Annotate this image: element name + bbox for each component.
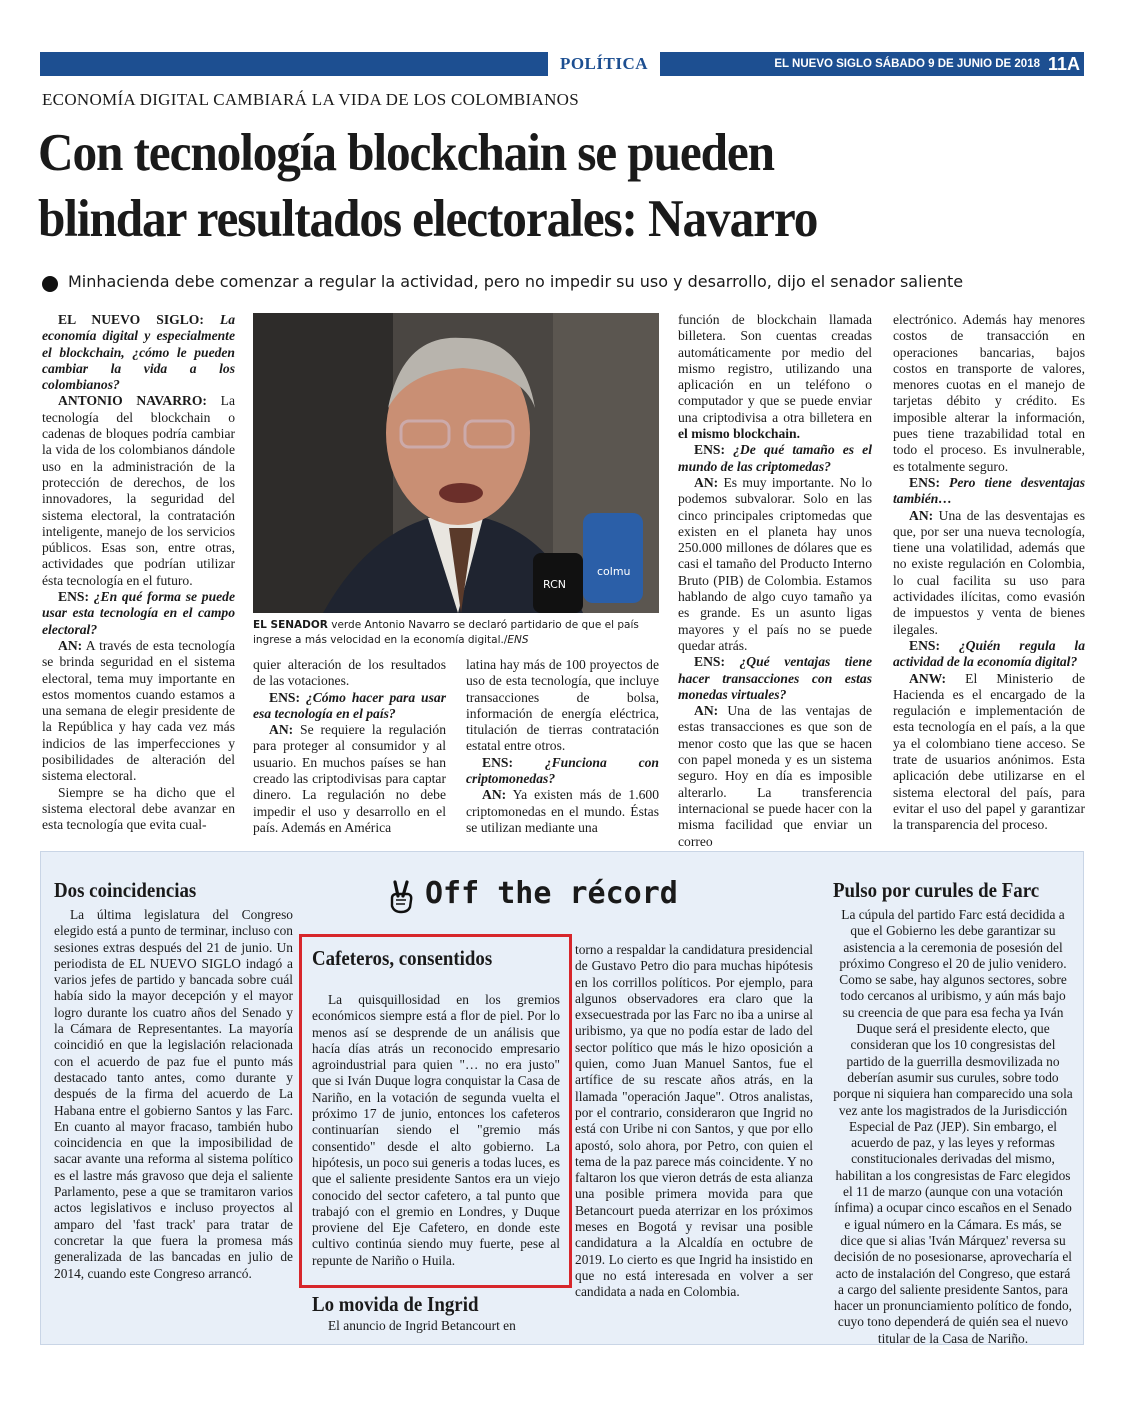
bullet-dot-icon: [42, 276, 58, 292]
question: Pero tiene desventajas también…: [893, 474, 1085, 507]
caption-text: verde Antonio Navarro se declaró partidario de que el país ingrese a más velocidad en la economía digital./: [253, 619, 639, 646]
question: La economía digital y especialmente el blockchain, ¿cómo le pueden cambiar la vida a los colombianos?: [42, 312, 236, 393]
q-label: ENS:: [909, 637, 940, 653]
microphone-logo: colmu: [597, 565, 631, 578]
article-column-4: [893, 312, 1085, 834]
paragraph: Siempre se ha dicho que el sistema electoral debe avanzar en esta tecnología que evita cual-: [42, 784, 235, 833]
a-label: AN:: [58, 637, 83, 653]
cafeteros-headline: Cafeteros, consentidos: [312, 946, 493, 970]
answer: La tecnología del blockchain o cadenas de bloques podría cambiar la vida de los colombianos dándole uso en la administración de la protección de derechos, de los innovadores, la seguridad del sistema electoral, la contratación inteligente, manejo de los servicios públicos. Esas son, entre otras, actividades que podrían utilizar ésta tecnología en el futuro.: [42, 393, 235, 588]
q-label: ENS:: [482, 754, 513, 770]
paragraph: electrónico. Además hay menores costos de transacción en operaciones bancarias, bajos costos en transporte de valores, menores cuotas en el manejo de tarjetas débito y crédito. Es imposible alterar la información, pues tiene trazabilidad total en todo el proceso. Es invulnerable, es totalmente seguro.: [893, 312, 1085, 474]
q-label: ENS:: [58, 589, 89, 605]
a-label: ANTONIO NAVARRO:: [58, 393, 207, 409]
microphone-logo: RCN: [543, 578, 567, 591]
article-column-3a: [466, 657, 659, 836]
q-label: ENS:: [694, 442, 725, 458]
ingrid-headline: Lo movida de Ingrid: [312, 1292, 479, 1316]
question: ¿Cómo hacer para usar esa tecnología en el país?: [253, 689, 446, 721]
article-column-1: [42, 312, 235, 834]
answer: Una de las ventajas de estas transacciones es que son de menor costo que las que se hacen con papel moneda y es un sistema seguro. Hoy en día es imposible alterarlo. La transferencia internacional se puede hacer con la misma facilidad que enviar un correo: [678, 703, 872, 849]
a-label: ANW:: [909, 670, 947, 686]
answer: Ya existen más de 1.600 criptomonedas en el mundo. Éstas se utilizan mediante una: [466, 787, 659, 835]
senator-photo: [253, 313, 659, 613]
a-label: AN:: [694, 474, 719, 490]
a-label: AN:: [694, 703, 719, 719]
caption-lead: EL SENADOR: [253, 619, 328, 631]
answer: Es muy importante. No lo podemos subvalorar. Solo en las cinco principales criptomedas que existen en el planeta hay unos 250.000 millones de dólares que es casi el tamaño del Producto Interno Bruto (PIB) de Colombia. Estamos hablando de algo cuyo tamaño ya es grande. Es un asunto ligas mayores y el país no se puede quedar atrás.: [678, 474, 872, 653]
section-label: POLÍTICA: [548, 52, 660, 76]
article-column-2: [253, 657, 446, 836]
q-label: EL NUEVO SIGLO:: [58, 312, 204, 327]
page-number: 11A: [1047, 54, 1080, 74]
question: ¿Funciona con criptomonedas?: [466, 754, 659, 787]
paragraph: función de blockchain llamada billetera. Son cuentas creadas automáticamente por medio del mismo registro, utilizando una aplicación en un teléfono o computador y que se puede enviar una criptodivisa a otra billetera en: [678, 312, 872, 425]
pulso-text: La cúpula del partido Farc está decidida a que el Gobierno les debe garantizar su asistencia a la ceremonia de posesión del próximo Congreso el 20 de julio venidero. Como se sabe, hay algunos sectores, sobre todo cercanos al uribismo, y aún más bajo su creencia de que para esa fecha ya Iván Duque será el presidente electo, que consideran que los 10 congresistas del partido de la guerrilla desmovilizada no deberían asumir sus curules, sobre todo porque ni siquiera han comparecido una sola vez ante los magistrados de la Jurisdicción Especial de Paz (JEP). Sin embargo, el acuerdo de paz, y las leyes y reformas constitucionales derivadas del mismo, habilitan a los congresistas de Farc elegidos el 11 de marzo (aunque con una votación ínfima) a ocupar cinco escaños en el Senado e igual número en la Cámara. Es más, se dice que si alias 'Iván Márquez' reversa su decisión de no posesionarse, aprovecharía el acto de instalación del Congreso, que estará a cargo del saliente presidente Santos, para hacer un pronunciamiento político de fondo, cuyo tono dependerá de quién sea el nuevo titular de la Casa de Nariño.: [833, 907, 1073, 1346]
headline-line-2: blindar resultados electorales: Navarro: [38, 190, 818, 248]
cafeteros-text: La quisquillosidad en los gremios económicos siempre está a flor de piel. Por lo menos así se desprende de un análisis que hacía días atrás un reconocido empresario agroindustrial para quien "… no era justo" que si Iván Duque logra conquistar la Casa de Nariño, en la votación de segunda vuelta el próximo 17 de junio, entonces los cafeteros continuarían siendo el "gremio más consentido" desde el alto gobierno. La hipótesis, un poco sui generis a todas luces, es que el saliente presidente Santos era un viejo conocido del sector cafetero, a tal punto que trabajó con el gremio en Londres, y Duque proviene del Eje Cafetero, en donde este cultivo continúa siendo muy fuerte, pese al repunte de Nariño o Huila.: [312, 992, 560, 1268]
kicker: ECONOMÍA DIGITAL CAMBIARÁ LA VIDA DE LOS COLOMBIANOS: [42, 90, 579, 109]
answer: Se requiere la regulación para proteger al consumidor y al usuario. En muchos países se han creado las criptodivisas para captar dinero. La regulación no debe impedir el uso y desarrollo en el país. Además en América: [253, 722, 446, 835]
question: ¿En qué forma se puede usar esta tecnología en el campo electoral?: [42, 589, 235, 637]
header-bar: [40, 52, 1084, 76]
victory-hand-icon: [386, 880, 416, 914]
answer: A través de esta tecnología se brinda seguridad en el sistema electoral, tema muy importante en estos momentos cuando estamos a una semana de elegir presidente de la República y hay cada vez más indicios de las imperfecciones y posibilidades de alteración del sistema electoral.: [42, 637, 235, 784]
off-the-record-title: Off the récord: [425, 876, 678, 911]
paragraph-bold: el mismo blockchain.: [678, 426, 800, 442]
ingrid-text-continued: torno a respaldar la candidatura presidencial de Gustavo Petro dio para muchas hipótesis en los corrillos políticos. Por ejemplo, para algunos observadores era claro que la exsecuestrada por las Farc no iba a unirse al uribismo, ya que no podía estar de lado del sector político que más le hizo oposición a quien, como Juan Manuel Santos, fue el artífice de su rescate años atrás, en la llamada "operación Jaque". Otros analistas, por el contrario, consideraron que Ingrid no está con Uribe ni con Santos, y que por ello apostó, solo ahora, por Petro, con quien el tema de la paz parece más coincidente. Y no faltaron los que vieron detrás de esta alianza una posible primera movida para que Betancourt pueda aterrizar en los próximos meses en Bogotá y revisar una posible candidatura a la Alcaldía en octubre de 2019. Lo cierto es que Ingrid ha insistido en que no está interesada en volver a ser candidata a nada en Colombia.: [575, 942, 813, 1300]
q-label: ENS:: [269, 689, 300, 705]
question: ¿De qué tamaño es el mundo de las criptomedas?: [678, 442, 872, 474]
a-label: AN:: [269, 722, 294, 738]
q-label: ENS:: [694, 654, 725, 670]
question: ¿Qué ventajas tiene hacer transacciones con estas monedas virtuales?: [678, 654, 872, 702]
ingrid-text-start: El anuncio de Ingrid Betancourt en: [328, 1318, 516, 1333]
headline: [38, 120, 1024, 252]
caption-credit: ENS: [507, 634, 529, 646]
dos-coincidencias-text: La última legislatura del Congreso elegido está a punto de terminar, incluso con sesiones extras después del 21 de junio. Un periodista de EL NUEVO SIGLO indagó a varios jefes de partido y bancada sobre cuál había sido la mayor decepción y el mayor logro durante los cuatro años del Senado y la Cámara de Representantes. La mayoría coincidió en que la legislación relacionada con el acuerdo de paz fue el punto más destacado tanto antes, como durante y después de la firma del acuerdo de La Habana entre el gobierno Santos y las Farc. En cuanto al mayor fracaso, también hubo coincidencia en que la imposibilidad de sacar avante una reforma al sistema político es el lastre más gravoso que deja el saliente Parlamento, pese a que se tramitaron varios actos legislativos e incluso proyectos al amparo del 'fast track' para tratar de concretar la que fuera la promesa más generalizada de las bancadas en julio de 2014, cuando este Congreso arrancó.: [54, 907, 293, 1281]
question: ¿Quién regula la actividad de la economía digital?: [893, 637, 1085, 670]
q-label: ENS:: [909, 474, 940, 490]
pulso-headline: Pulso por curules de Farc: [833, 878, 1040, 902]
dos-coincidencias-headline: Dos coincidencias: [54, 878, 197, 902]
a-label: AN:: [482, 787, 507, 803]
photo-caption: [253, 618, 659, 648]
headline-line-1: Con tecnología blockchain se pueden: [38, 124, 774, 182]
dek: Minhacienda debe comenzar a regular la actividad, pero no impedir su uso y desarrollo, dijo el senador saliente: [68, 272, 964, 291]
paragraph: quier alteración de los resultados de las votaciones.: [253, 657, 446, 689]
answer: El Ministerio de Hacienda es el encargado de la regulación e implementación de esta tecnología en el país, a la que ya el colombiano tiene acceso. Se trate de usuarios anónimos. Esta aplicación debe utilizarse en el sistema electoral del país, para evitar el uso del papel y garantizar la transparencia del proceso.: [893, 670, 1085, 833]
folio-line: EL NUEVO SIGLO SÁBADO 9 DE JUNIO DE 2018: [774, 58, 1040, 70]
article-column-3b: [678, 312, 872, 850]
a-label: AN:: [909, 507, 934, 523]
paragraph: latina hay más de 100 proyectos de uso de esta tecnología, que incluye transacciones de bolsa, información de energía eléctrica, titulación de tierras contratación estatal entre otros.: [466, 657, 659, 754]
answer: Una de las desventajas es que, por ser una nueva tecnología, tiene una volatilidad, además que no existe regulación en Colombia, lo cual facilita su uso para actividades ilícitas, como evasión de impuestos y venta de bienes ilegales.: [893, 507, 1085, 637]
